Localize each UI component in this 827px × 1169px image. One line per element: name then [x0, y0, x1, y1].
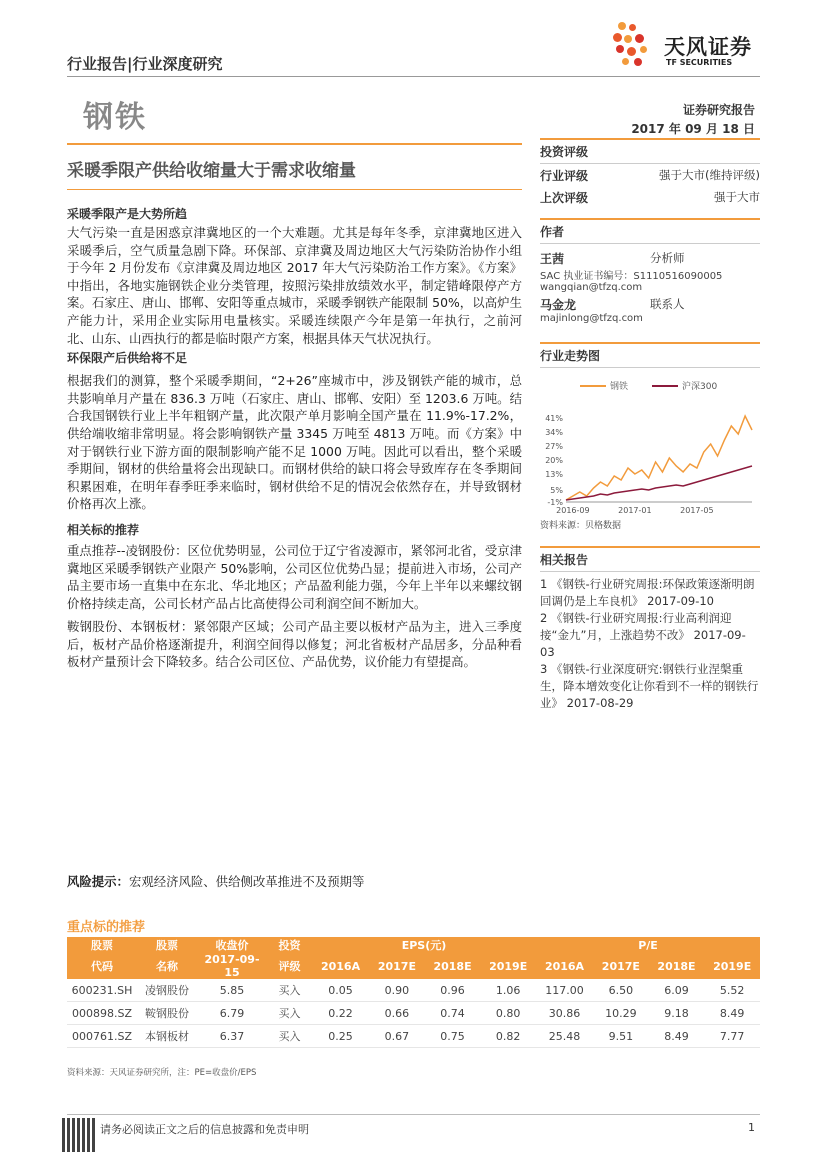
table-subheader: 评级	[267, 953, 312, 979]
section-heading: 环保限产后供给将不足	[67, 351, 188, 366]
table-subheader: 代码	[67, 953, 137, 979]
author-role: 联系人	[650, 297, 685, 311]
table-cell: 6.09	[649, 979, 705, 1002]
author-cert: SAC 执业证书编号：S1110516090005	[540, 271, 723, 282]
table-cell: 0.74	[425, 1002, 481, 1025]
table-cell: 6.79	[197, 1002, 267, 1025]
table-subheader: 2019E	[480, 953, 536, 979]
company-logo-cn: 天风证券	[664, 35, 752, 59]
risk-notice	[67, 872, 364, 890]
related-report-link[interactable]: 2 《钢铁-行业研究周报:行业高利润迎接“金九”月，上涨趋势不改》 2017-09-03	[540, 611, 746, 659]
title-rule-bottom	[67, 189, 522, 190]
table-cell: 0.80	[480, 1002, 536, 1025]
y-tick-label: 27%	[545, 442, 563, 451]
report-title: 采暖季限产供给收缩量大于需求收缩量	[67, 161, 356, 181]
table-cell: 0.82	[480, 1025, 536, 1048]
table-cell: 0.25	[312, 1025, 369, 1048]
y-tick-label: 20%	[545, 456, 563, 465]
table-cell: 6.37	[197, 1025, 267, 1048]
table-header-row	[67, 953, 760, 979]
table-cell: 5.85	[197, 979, 267, 1002]
series-line-hs300	[566, 466, 752, 500]
chart-source: 资料来源：贝格数据	[540, 521, 622, 531]
table-subheader: 2017-09-15	[197, 953, 267, 979]
legend-label: 钢铁	[610, 382, 629, 392]
y-tick-label: 34%	[545, 428, 563, 437]
table-cell: 买入	[267, 1025, 312, 1048]
qr-code-icon	[62, 1118, 96, 1152]
table-subheader: 2018E	[649, 953, 705, 979]
table-cell: 0.66	[369, 1002, 425, 1025]
author-email[interactable]: majinlong@tfzq.com	[540, 313, 643, 324]
table-subheader: 2019E	[704, 953, 760, 979]
table-subheader: 2016A	[312, 953, 369, 979]
section-paragraph: 根据我们的测算，整个采暖季期间，“2+26”座城市中，涉及钢铁产能的城市，总共影响单月产量在 836.3 万吨（石家庄、唐山、邯郸、安阳）至 1203.6 万吨。结合我国钢铁行业上半年粗钢产量，此次限产单月影响全国产量在 11.9%-17.2%，供给端收缩非常明显。将会影响钢铁产量 3345 万吨至 4813 万吨。而《方案》中对于钢铁行业下游方面的限制影响产能不足 1000 万吨。因此可以看出，整个采暖季期间，钢材的供给量将会出现缺口。而钢材供给的缺口将会导致库存在冬季期间积累困难，在明年春季旺季来临时，钢材供给不足的情况会依然存在，并导致钢材价格再次上涨。	[67, 373, 522, 512]
related-report-link[interactable]: 3 《钢铁-行业深度研究:钢铁行业涅槃重生，降本增效变化让你看到不一样的钢铁行业》 2017-08-29	[540, 662, 759, 710]
table-cell: 9.18	[649, 1002, 705, 1025]
table-cell: 117.00	[536, 979, 593, 1002]
page-number: 1	[748, 1121, 755, 1134]
sidebar-rule	[540, 218, 760, 220]
table-cell: 7.77	[704, 1025, 760, 1048]
header-divider	[67, 76, 760, 77]
report-date: 2017 年 09 月 18 日	[631, 122, 755, 136]
section-paragraph: 重点推荐--凌钢股份：区位优势明显，公司位于辽宁省凌源市，紧邻河北省，受京津冀地区采暖季钢铁产业限产 50%影响，公司区位优势凸显；提前进入市场，公司产品主要市场一直集中在东北、华北地区；产品盈利能力强，今年上半年以来螺纹钢价格持续走高，公司长材产品占比高使得公司利润空间不断加大。	[67, 542, 523, 611]
table-cell: 0.05	[312, 979, 369, 1002]
sector-name: 钢铁	[83, 100, 147, 135]
table-subheader: 2017E	[369, 953, 425, 979]
footer-disclaimer: 请务必阅读正文之后的信息披露和免责申明	[100, 1123, 309, 1136]
table-cell: 000761.SZ	[67, 1025, 137, 1048]
table-header-row	[67, 937, 760, 953]
y-tick-label: -1%	[547, 498, 563, 507]
table-cell: 0.22	[312, 1002, 369, 1025]
risk-label: 风险提示：	[67, 874, 129, 889]
trend-heading: 行业走势图	[540, 349, 601, 363]
industry-rating-label: 行业评级	[540, 169, 589, 183]
section-heading: 采暖季限产是大势所趋	[67, 207, 188, 221]
table-cell: 8.49	[649, 1025, 705, 1048]
table-cell: 1.06	[480, 979, 536, 1002]
table-row	[67, 979, 760, 1002]
prev-rating-row	[540, 189, 760, 206]
table-cell: 000898.SZ	[67, 1002, 137, 1025]
x-tick-label: 2017-01	[618, 506, 652, 515]
table-cell: 9.51	[593, 1025, 649, 1048]
section-paragraph: 鞍钢股份、本钢板材：紧邻限产区域；公司产品主要以板材产品为主，进入三季度后，板材产品价格逐渐提升，利润空间得以修复；河北省板材产品居多，分品种看板材产量预计会下降较多。结合公司区位、产品优势，议价能力有望提高。	[67, 619, 522, 670]
prev-rating-label: 上次评级	[540, 191, 589, 205]
title-rule	[67, 143, 522, 145]
table-subheader: 名称	[137, 953, 197, 979]
table-cell: 凌钢股份	[137, 979, 197, 1002]
x-tick-label: 2016-09	[556, 506, 590, 515]
table-cell: 买入	[267, 979, 312, 1002]
table-row	[67, 1002, 760, 1025]
table-subheader: 2017E	[593, 953, 649, 979]
sidebar	[540, 138, 760, 712]
table-cell: 0.90	[369, 979, 425, 1002]
table-header: 股票	[67, 937, 137, 953]
related-report-link[interactable]: 1 《钢铁-行业研究周报:环保政策逐渐明朗 回调仍是上车良机》 2017-09-10	[540, 577, 755, 608]
table-cell: 30.86	[536, 1002, 593, 1025]
table-header: 投资	[267, 937, 312, 953]
author-entry	[540, 250, 760, 293]
table-subheader: 2018E	[425, 953, 481, 979]
table-cell: 600231.SH	[67, 979, 137, 1002]
section-heading: 相关标的推荐	[67, 522, 140, 537]
sidebar-rule	[540, 138, 760, 140]
industry-rating-row	[540, 167, 760, 184]
sidebar-rule	[540, 546, 760, 548]
table-cell: 10.29	[593, 1002, 649, 1025]
trend-chart	[540, 368, 760, 518]
company-logo-en: TF SECURITIES	[666, 58, 733, 67]
table-cell: 6.50	[593, 979, 649, 1002]
table-cell: 买入	[267, 1002, 312, 1025]
table-cell: 8.49	[704, 1002, 760, 1025]
table-subheader: 2016A	[536, 953, 593, 979]
recommend-heading: 重点标的推荐	[67, 920, 146, 935]
author-entry	[540, 296, 760, 324]
table-cell: 25.48	[536, 1025, 593, 1048]
table-row	[67, 1025, 760, 1048]
prev-rating-value: 强于大市	[714, 190, 760, 204]
recommend-table	[67, 937, 760, 1048]
table-cell: 鞍钢股份	[137, 1002, 197, 1025]
company-logo-icon	[610, 20, 658, 68]
report-category: 行业报告|行业深度研究	[67, 55, 223, 73]
table-header: P/E	[536, 937, 760, 953]
table-cell: 0.67	[369, 1025, 425, 1048]
author-name: 马金龙	[540, 298, 577, 312]
related-heading: 相关报告	[540, 553, 589, 567]
table-header: 股票	[137, 937, 197, 953]
legend-label: 沪深300	[682, 382, 718, 392]
y-tick-label: 41%	[545, 414, 563, 423]
table-cell: 5.52	[704, 979, 760, 1002]
authors-heading: 作者	[540, 225, 565, 239]
y-tick-label: 13%	[545, 470, 563, 479]
table-cell: 本钢板材	[137, 1025, 197, 1048]
author-role: 分析师	[650, 251, 685, 265]
rating-heading: 投资评级	[540, 145, 589, 159]
main-body	[67, 205, 522, 671]
table-source: 资料来源：天风证券研究所，注：PE=收盘价/EPS	[67, 1068, 257, 1078]
author-email[interactable]: wangqian@tfzq.com	[540, 282, 643, 293]
table-header: EPS(元)	[312, 937, 536, 953]
table-cell: 0.75	[425, 1025, 481, 1048]
table-cell: 0.96	[425, 979, 481, 1002]
footer-divider	[67, 1114, 760, 1115]
y-tick-label: 5%	[550, 486, 563, 495]
author-name: 王茜	[540, 252, 565, 266]
sidebar-rule	[540, 342, 760, 344]
x-tick-label: 2017-05	[680, 506, 714, 515]
table-header: 收盘价	[197, 937, 267, 953]
industry-rating-value: 强于大市(维持评级)	[659, 168, 760, 182]
report-type: 证券研究报告	[682, 103, 755, 117]
risk-text: 宏观经济风险、供给侧改革推进不及预期等	[128, 874, 365, 889]
section-paragraph: 大气污染一直是困惑京津冀地区的一个大难题。尤其是每年冬季，京津冀地区进入采暖季后，空气质量急剧下降。环保部、京津冀及周边地区大气污染防治协作小组于今年 2 月份发布《京津冀及周边地区 2017 年大气污染防治工作方案》。《方案》中指出，各地实施钢铁企业分类管理，按照污染排放绩效水平，制定错峰限停产方案。石家庄、唐山、邯郸、安阳等重点城市，采暖季钢铁产能限制 50%，以高炉生产能力计，采用企业实际用电量核实。采暖连续限产今年是第一年执行，之前河北、山东、山西执行的都是临时限产方案，根据具体天气状况执行。	[67, 225, 522, 346]
